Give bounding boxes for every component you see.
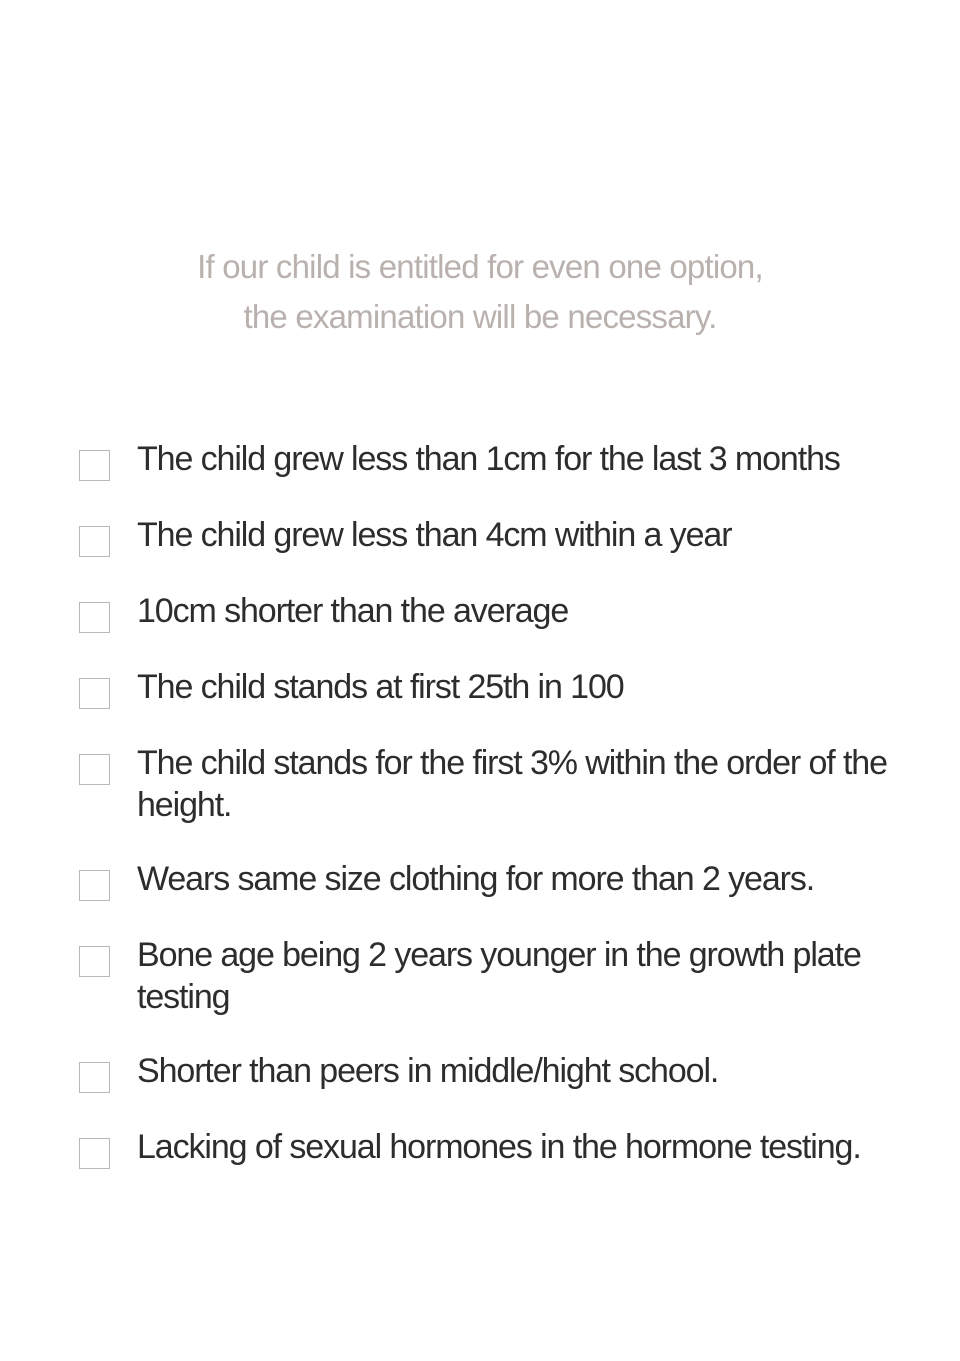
checklist-item-label: The child stands for the first 3% within the order of the height.	[137, 744, 887, 824]
checklist-item-label: The child grew less than 4cm within a year	[137, 516, 732, 554]
checklist-item-lacking-hormones[interactable]	[0, 1126, 960, 1169]
checkbox[interactable]	[79, 946, 110, 977]
checklist-item-shorter-than-peers[interactable]	[0, 1050, 960, 1093]
checkbox[interactable]	[79, 1062, 110, 1093]
intro-line-1: If our child is entitled for even one option,	[197, 248, 763, 285]
checkbox[interactable]	[79, 1138, 110, 1169]
intro-text	[0, 242, 960, 342]
checkbox[interactable]	[79, 678, 110, 709]
checklist-item-label: 10cm shorter than the average	[137, 592, 569, 630]
checklist-item-grew-less-4cm[interactable]	[0, 514, 960, 557]
checkbox[interactable]	[79, 870, 110, 901]
checklist-item-label: Shorter than peers in middle/hight school.	[137, 1052, 719, 1090]
checklist-item-first-3-percent[interactable]	[0, 742, 960, 826]
checklist-item-first-25th[interactable]	[0, 666, 960, 709]
checklist-item-label: Lacking of sexual hormones in the hormone testing.	[137, 1128, 861, 1166]
checkbox[interactable]	[79, 754, 110, 785]
checklist-item-grew-less-1cm[interactable]	[0, 438, 960, 481]
checklist-item-bone-age[interactable]	[0, 934, 960, 1018]
checklist-item-label: The child grew less than 1cm for the last 3 months	[137, 440, 840, 478]
checklist-item-label: Bone age being 2 years younger in the growth plate testing	[137, 936, 861, 1016]
checkbox[interactable]	[79, 602, 110, 633]
checkbox[interactable]	[79, 526, 110, 557]
intro-line-2: the examination will be necessary.	[243, 298, 717, 335]
growth-checklist	[0, 438, 960, 1202]
checklist-item-same-size-clothing[interactable]	[0, 858, 960, 901]
checklist-item-label: The child stands at first 25th in 100	[137, 668, 624, 706]
checklist-item-10cm-shorter[interactable]	[0, 590, 960, 633]
checklist-item-label: Wears same size clothing for more than 2 years.	[137, 860, 815, 898]
checkbox[interactable]	[79, 450, 110, 481]
